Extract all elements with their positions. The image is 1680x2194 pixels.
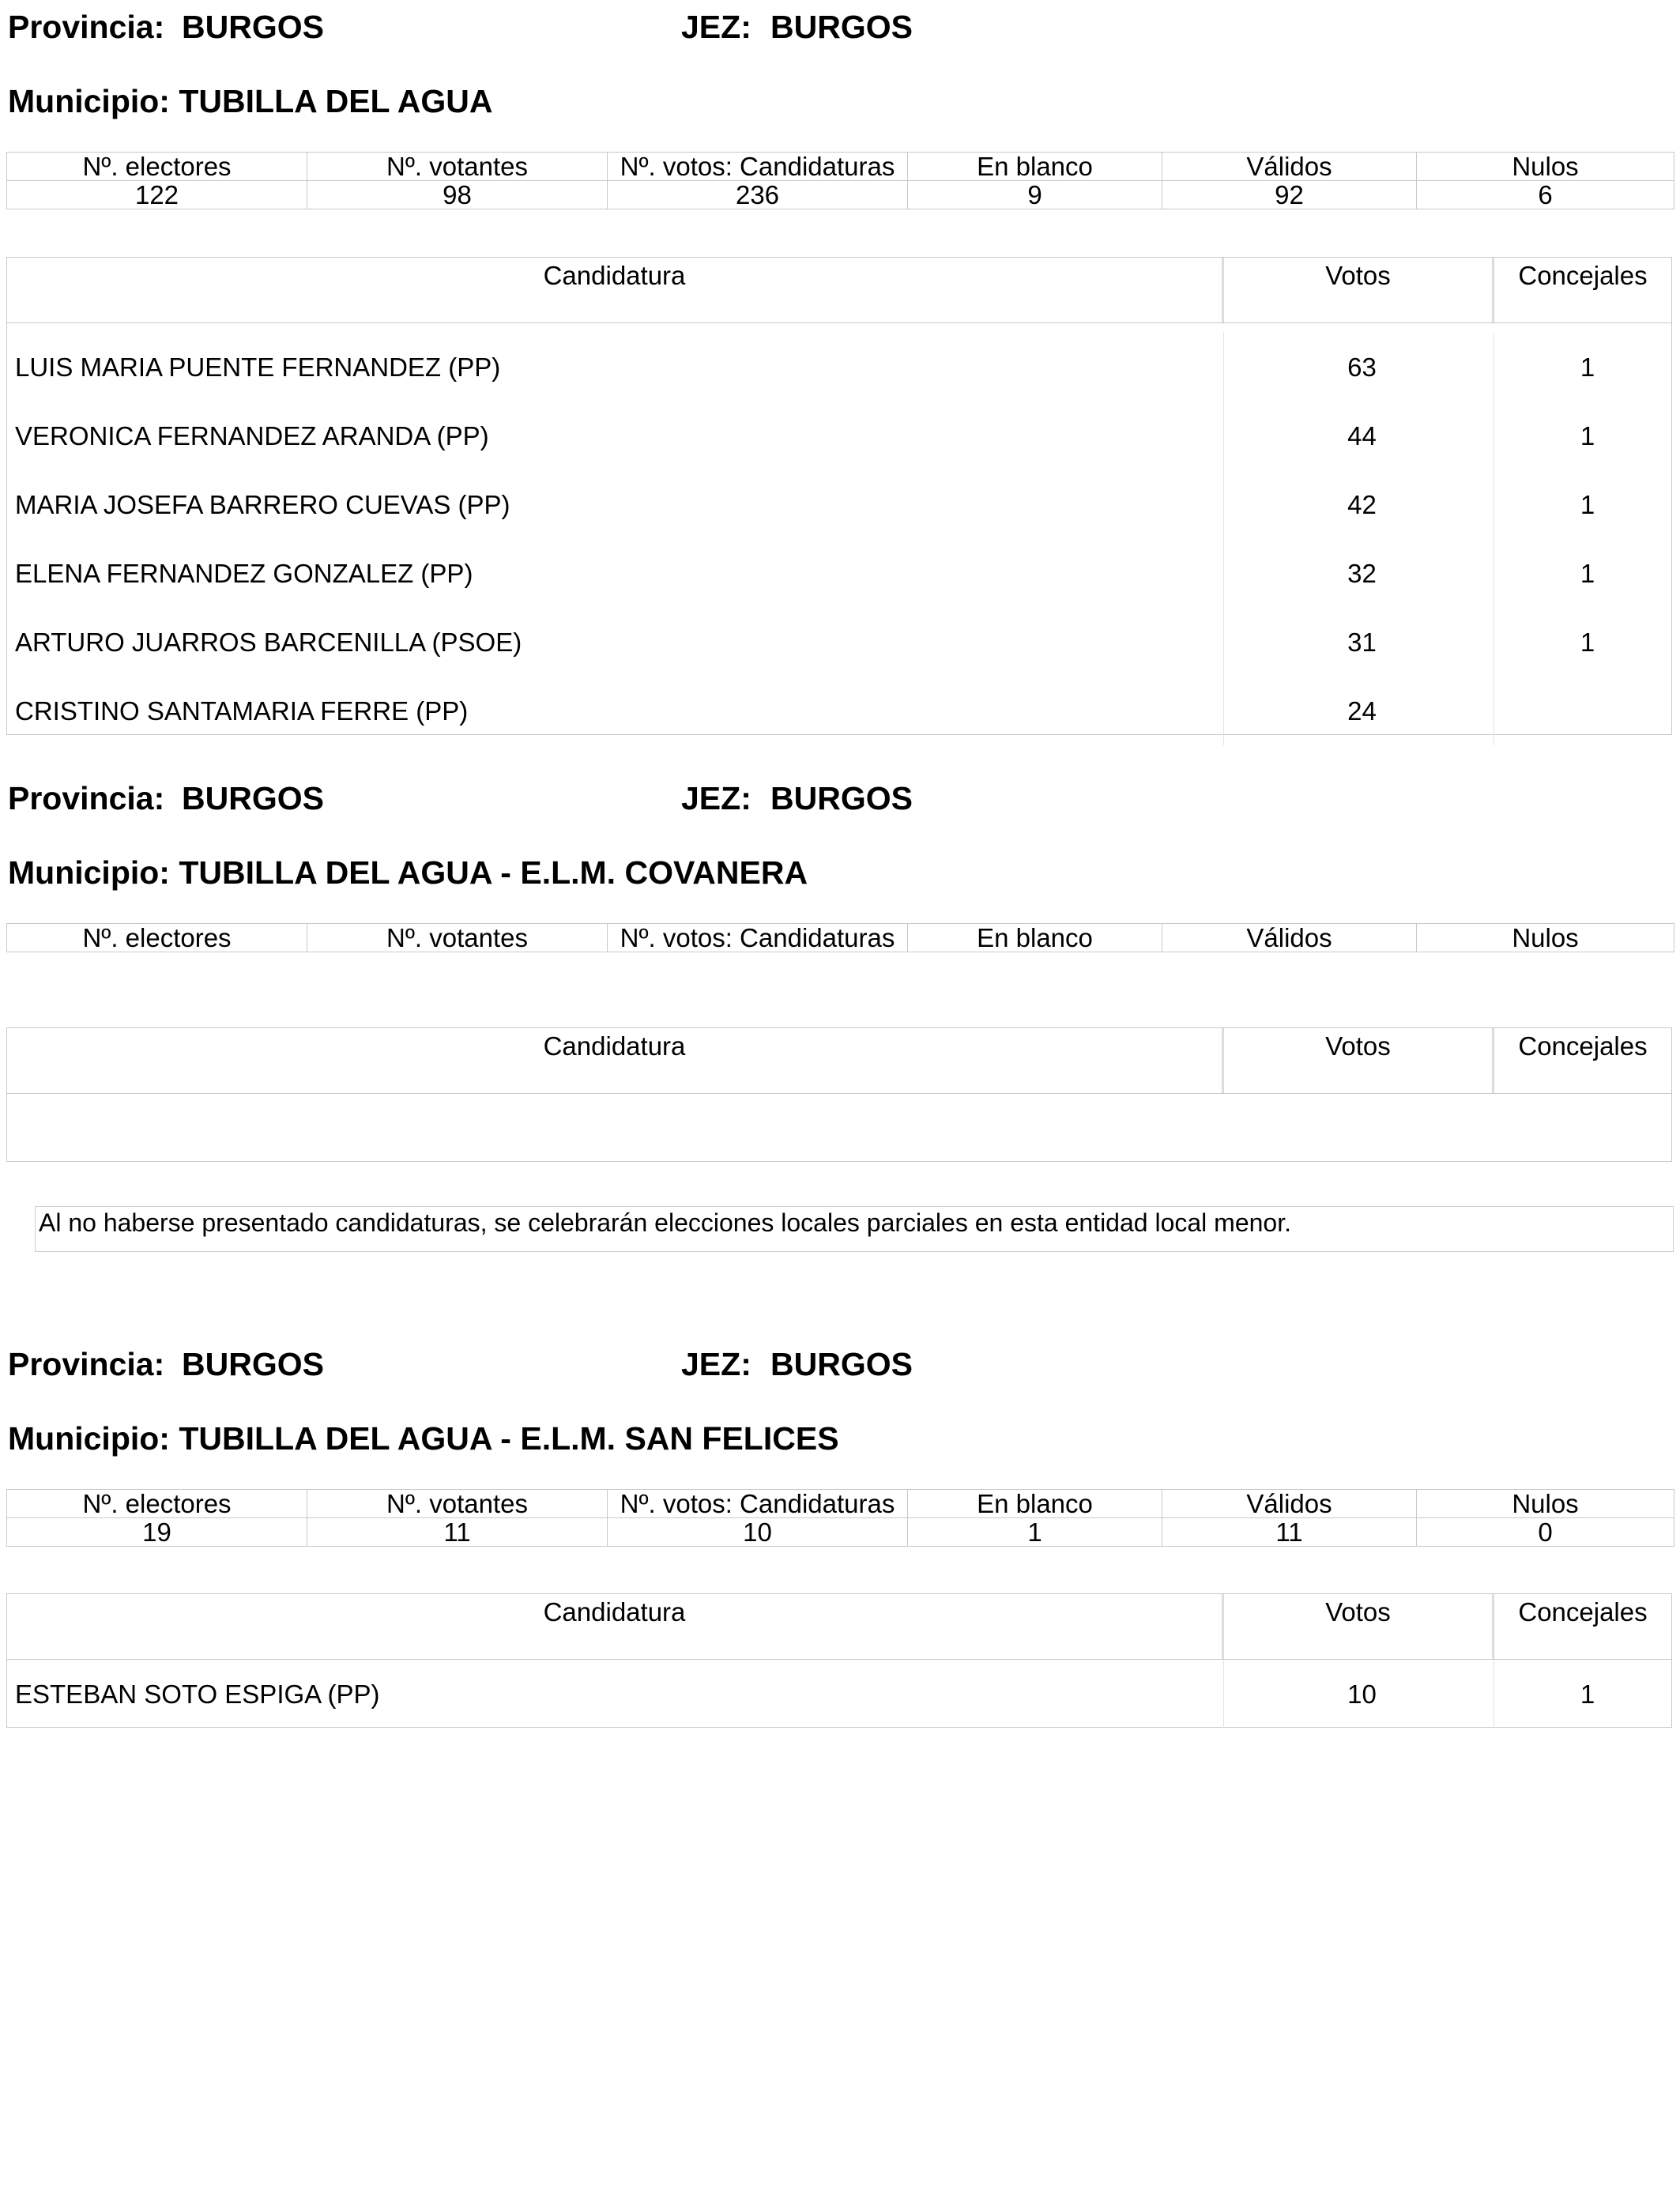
municipio-value: TUBILLA DEL AGUA <box>179 83 493 119</box>
candidates-empty-row <box>7 1094 1671 1162</box>
provincia-label: Provincia: <box>8 1346 165 1382</box>
candidate-votos: 31 <box>1224 608 1494 677</box>
municipio-heading <box>8 85 492 118</box>
candidate-votos: 42 <box>1224 470 1494 539</box>
stats-header-row <box>7 1490 1674 1518</box>
stats-header-nulos: Nulos <box>1417 153 1674 181</box>
table-row <box>7 1660 1671 1728</box>
candidate-concejales: 1 <box>1580 558 1595 588</box>
stats-header-validos: Válidos <box>1162 1490 1417 1518</box>
candidates-header-concejales: Concejales <box>1518 1597 1648 1627</box>
stats-header-validos: Válidos <box>1162 924 1417 952</box>
stats-table <box>6 152 1674 209</box>
candidates-table <box>6 1027 1672 1162</box>
candidate-name: ELENA FERNANDEZ GONZALEZ (PP) <box>7 539 1224 608</box>
provincia-label: Provincia: <box>8 780 165 816</box>
table-row <box>7 608 1671 677</box>
candidates-header-votos: Votos <box>1224 1594 1494 1659</box>
provincia-label: Provincia: <box>8 9 165 45</box>
municipio-value: TUBILLA DEL AGUA - E.L.M. COVANERA <box>179 854 808 891</box>
candidate-concejales <box>1494 677 1671 745</box>
candidate-concejales: 1 <box>1580 489 1595 519</box>
stats-value-row <box>7 1518 1674 1547</box>
candidate-concejales: 1 <box>1580 420 1595 450</box>
candidates-header-concejales: Concejales <box>1518 261 1648 290</box>
stats-header-nulos: Nulos <box>1417 924 1674 952</box>
jez-label: JEZ: <box>681 780 751 816</box>
candidate-name: ARTURO JUARROS BARCENILLA (PSOE) <box>7 608 1224 677</box>
candidate-votos: 32 <box>1224 539 1494 608</box>
stats-header-votantes: Nº. votantes <box>307 153 608 181</box>
candidates-header-row <box>7 258 1671 323</box>
stats-value-electores: 19 <box>7 1518 307 1547</box>
stats-header-en-blanco: En blanco <box>908 153 1162 181</box>
stats-value-votos-candidaturas: 236 <box>608 181 908 209</box>
no-candidates-note: Al no haberse presentado candidaturas, se celebrarán elecciones locales parciales en esta entidad local menor. <box>35 1206 1674 1252</box>
candidates-header-row <box>7 1028 1671 1094</box>
jez-value: BURGOS <box>770 780 913 816</box>
stats-value-en-blanco: 1 <box>908 1518 1162 1547</box>
stats-value-votantes: 11 <box>307 1518 608 1547</box>
stats-header-votantes: Nº. votantes <box>307 1490 608 1518</box>
stats-header-votantes: Nº. votantes <box>307 924 608 952</box>
municipio-value: TUBILLA DEL AGUA - E.L.M. SAN FELICES <box>179 1420 839 1457</box>
candidates-table <box>6 257 1672 735</box>
stats-value-nulos: 0 <box>1417 1518 1674 1547</box>
stats-value-validos: 11 <box>1162 1518 1417 1547</box>
candidates-header-votos: Votos <box>1224 258 1494 322</box>
provincia-value: BURGOS <box>182 1346 324 1382</box>
candidate-name: LUIS MARIA PUENTE FERNANDEZ (PP) <box>7 333 1224 401</box>
stats-value-validos: 92 <box>1162 181 1417 209</box>
stats-value-votantes: 98 <box>307 181 608 209</box>
municipio-label: Municipio: <box>8 83 170 119</box>
stats-value-nulos: 6 <box>1417 181 1674 209</box>
jez-value: BURGOS <box>770 1346 913 1382</box>
provincia-value: BURGOS <box>182 9 324 45</box>
stats-header-validos: Válidos <box>1162 153 1417 181</box>
candidate-name: ESTEBAN SOTO ESPIGA (PP) <box>7 1660 1224 1728</box>
candidate-name: CRISTINO SANTAMARIA FERRE (PP) <box>7 677 1224 745</box>
stats-header-votos-candidaturas: Nº. votos: Candidaturas <box>608 924 908 952</box>
stats-value-en-blanco: 9 <box>908 181 1162 209</box>
table-row <box>7 677 1671 745</box>
candidates-table <box>6 1593 1672 1728</box>
candidates-header-candidatura: Candidatura <box>7 1594 1224 1659</box>
municipio-label: Municipio: <box>8 1420 170 1457</box>
stats-table <box>6 1489 1674 1547</box>
candidate-name: VERONICA FERNANDEZ ARANDA (PP) <box>7 401 1224 470</box>
stats-header-votos-candidaturas: Nº. votos: Candidaturas <box>608 153 908 181</box>
stats-table <box>6 923 1674 952</box>
municipio-heading <box>8 854 808 891</box>
candidates-header-votos: Votos <box>1224 1028 1494 1093</box>
stats-header-en-blanco: En blanco <box>908 1490 1162 1518</box>
candidate-votos: 44 <box>1224 401 1494 470</box>
candidate-name: MARIA JOSEFA BARRERO CUEVAS (PP) <box>7 470 1224 539</box>
stats-header-row <box>7 153 1674 181</box>
stats-header-electores: Nº. electores <box>7 1490 307 1518</box>
jez-value: BURGOS <box>770 9 913 45</box>
candidate-votos: 63 <box>1224 333 1494 401</box>
candidates-header-candidatura: Candidatura <box>7 258 1224 322</box>
candidate-concejales: 1 <box>1580 627 1595 657</box>
table-row <box>7 539 1671 608</box>
candidate-concejales: 1 <box>1580 352 1595 382</box>
candidates-header-candidatura: Candidatura <box>7 1028 1224 1093</box>
candidates-header-concejales: Concejales <box>1518 1031 1648 1061</box>
table-row <box>7 401 1671 470</box>
stats-header-row <box>7 924 1674 952</box>
table-row <box>7 470 1671 539</box>
table-row <box>7 333 1671 401</box>
municipio-label: Municipio: <box>8 854 170 891</box>
jez-label: JEZ: <box>681 9 751 45</box>
stats-value-electores: 122 <box>7 181 307 209</box>
stats-header-en-blanco: En blanco <box>908 924 1162 952</box>
municipio-heading <box>8 1420 839 1457</box>
stats-header-electores: Nº. electores <box>7 153 307 181</box>
candidates-header-row <box>7 1594 1671 1660</box>
candidate-votos: 10 <box>1224 1660 1494 1728</box>
stats-header-nulos: Nulos <box>1417 1490 1674 1518</box>
jez-label: JEZ: <box>681 1346 751 1382</box>
candidate-votos: 24 <box>1224 677 1494 745</box>
provincia-value: BURGOS <box>182 780 324 816</box>
stats-header-electores: Nº. electores <box>7 924 307 952</box>
candidate-concejales: 1 <box>1580 1679 1595 1709</box>
stats-value-votos-candidaturas: 10 <box>608 1518 908 1547</box>
stats-value-row <box>7 181 1674 209</box>
stats-header-votos-candidaturas: Nº. votos: Candidaturas <box>608 1490 908 1518</box>
